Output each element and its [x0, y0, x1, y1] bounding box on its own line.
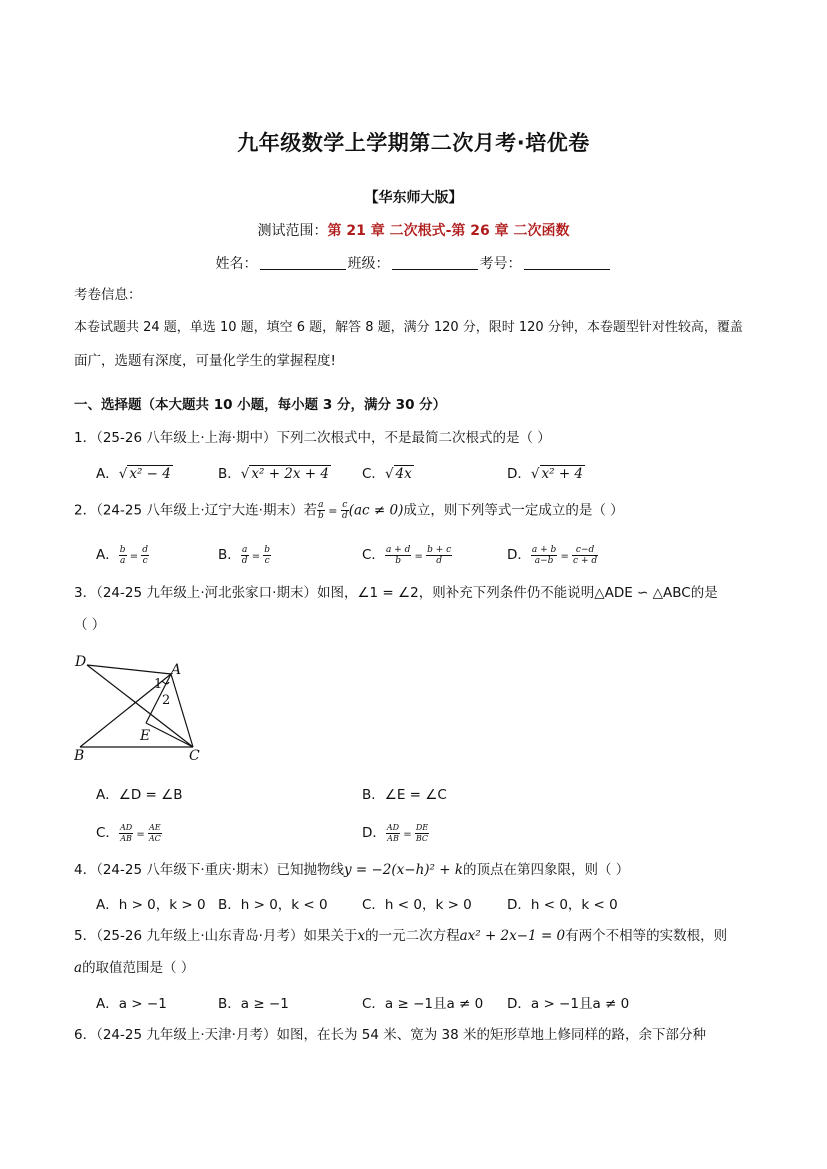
q5-option-d[interactable]: D．a > −1且a ≠ 0 [507, 996, 630, 1012]
q4-option-c[interactable]: C．h < 0，k > 0 [362, 897, 472, 913]
segment-EC [146, 723, 193, 747]
segment-DA [87, 665, 171, 674]
label-E: E [140, 728, 151, 744]
test-range [0, 220, 827, 240]
q1-option-d[interactable]: D．√ x² + 4 [507, 466, 584, 482]
q2-option-b[interactable]: B． $\frac{a}{d}$ = $\frac{b}{c}$ [218, 544, 271, 566]
q3-option-d[interactable]: D． $\frac{AD}{AB}$ = $\frac{DE}{BC}$ [362, 822, 429, 843]
question-3-stem: 3．（24-25 九年级上·河北张家口·期末）如图，∠1 = ∠2，则补充下列条件仍不能说明△ADE ∽ △ABC的是 [74, 585, 718, 601]
name-blank[interactable] [260, 255, 346, 270]
q2-frac-cd: $\frac{c}{d}$ [341, 500, 348, 521]
question-5-stem-cont: a的取值范围是（ ） [74, 960, 195, 976]
q4-option-a[interactable]: A．h > 0，k > 0 [96, 897, 206, 913]
exam-no-blank[interactable] [524, 255, 610, 270]
label-B: B [74, 748, 85, 762]
info-line-1: 本卷试题共 24 题，单选 10 题，填空 6 题，解答 8 题，满分 120 分，限时 120 分钟，本卷题型针对性较高，覆盖 [74, 320, 743, 335]
q4-option-d[interactable]: D．h < 0，k < 0 [507, 897, 618, 913]
q2-option-a[interactable]: A． $\frac{b}{a}$ = $\frac{d}{c}$ [96, 544, 149, 566]
q1-option-c[interactable]: C．√ 4x [362, 466, 412, 482]
section-heading: 一、选择题（本大题共 10 小题，每小题 3 分，满分 30 分） [74, 397, 447, 413]
question-5-stem: 5．（25-26 九年级上·山东青岛·月考）如果关于x的一元二次方程ax² + 2x−1 = 0有两个不相等的实数根，则 [74, 928, 728, 944]
edition-label: 【华东师大版】 [364, 190, 463, 206]
info-line-2: 面广，选题有深度，可量化学生的掌握程度! [74, 353, 336, 369]
question-6-stem: 6．（24-25 九年级上·天津·月考）如图，在长为 54 米、宽为 38 米的矩形草地上修同样的路，余下部分种 [74, 1027, 706, 1043]
q1-d-math: √ x² + 4 [530, 466, 584, 482]
page-title: 九年级数学上学期第二次月考·培优卷 [237, 131, 590, 155]
q5-option-b[interactable]: B．a ≥ −1 [218, 996, 289, 1012]
label-D: D [75, 654, 87, 670]
segment-AC [171, 674, 193, 747]
q1-option-b[interactable]: B．√ x² + 2x + 4 [218, 466, 329, 482]
label-angle-2: 2 [162, 693, 171, 708]
label-A: A [171, 662, 182, 678]
q2-option-c[interactable]: C． $\frac{a + d}{b}$ = $\frac{b + c}{d}$ [362, 544, 452, 566]
q3-option-b[interactable]: B．∠E = ∠C [362, 787, 447, 803]
q3-option-c[interactable]: C． $\frac{AD}{AB}$ = $\frac{AE}{AC}$ [96, 822, 161, 843]
class-blank[interactable] [392, 255, 478, 270]
label-angle-1: 1 [154, 677, 163, 692]
q4-option-b[interactable]: B．h > 0，k < 0 [218, 897, 328, 913]
range-value: 第 21 章 二次根式-第 26 章 二次函数 [327, 223, 570, 239]
q2-frac-ab: $\frac{a}{b}$ [317, 500, 324, 521]
label-C: C [189, 748, 200, 762]
question-3-stem-cont: （ ） [74, 617, 106, 633]
triangle-figure [74, 652, 206, 762]
question-4-stem: 4．（24-25 八年级下·重庆·期末）已知抛物线y = −2(x−h)² + k的顶点在第四象限，则（ ） [74, 862, 630, 878]
q1-c-math: √ 4x [384, 466, 412, 482]
info-heading: 考卷信息： [74, 287, 142, 303]
question-1-stem: 1．（25-26 八年级上·上海·期中）下列二次根式中，不是最简二次根式的是（ ） [74, 430, 551, 446]
q2-option-d[interactable]: D． $\frac{a + b}{a-b}$ = $\frac{c-d}{c + d}$ [507, 544, 598, 566]
student-info-line [0, 253, 827, 273]
range-label: 测试范围： [257, 223, 328, 239]
name-label: 姓名： [215, 256, 258, 272]
q1-option-a[interactable]: A．√ x² − 4 [96, 466, 171, 482]
question-2-stem: 2．（24-25 八年级上·辽宁大连·期末）若 $\frac{a}{b}$ = $\frac{c}{d}$ (ac ≠ 0)成立，则下列等式一定成立的是（ ） [74, 500, 624, 521]
class-label: 班级： [347, 256, 390, 272]
exam-no-label: 考号： [479, 256, 522, 272]
angle-1-arc [162, 681, 169, 684]
q5-option-a[interactable]: A．a > −1 [96, 996, 167, 1012]
q1-b-math: √ x² + 2x + 4 [240, 466, 329, 482]
q1-a-math: √ x² − 4 [118, 466, 171, 482]
q5-option-c[interactable]: C．a ≥ −1且a ≠ 0 [362, 996, 484, 1012]
q3-option-a[interactable]: A．∠D = ∠B [96, 787, 183, 803]
